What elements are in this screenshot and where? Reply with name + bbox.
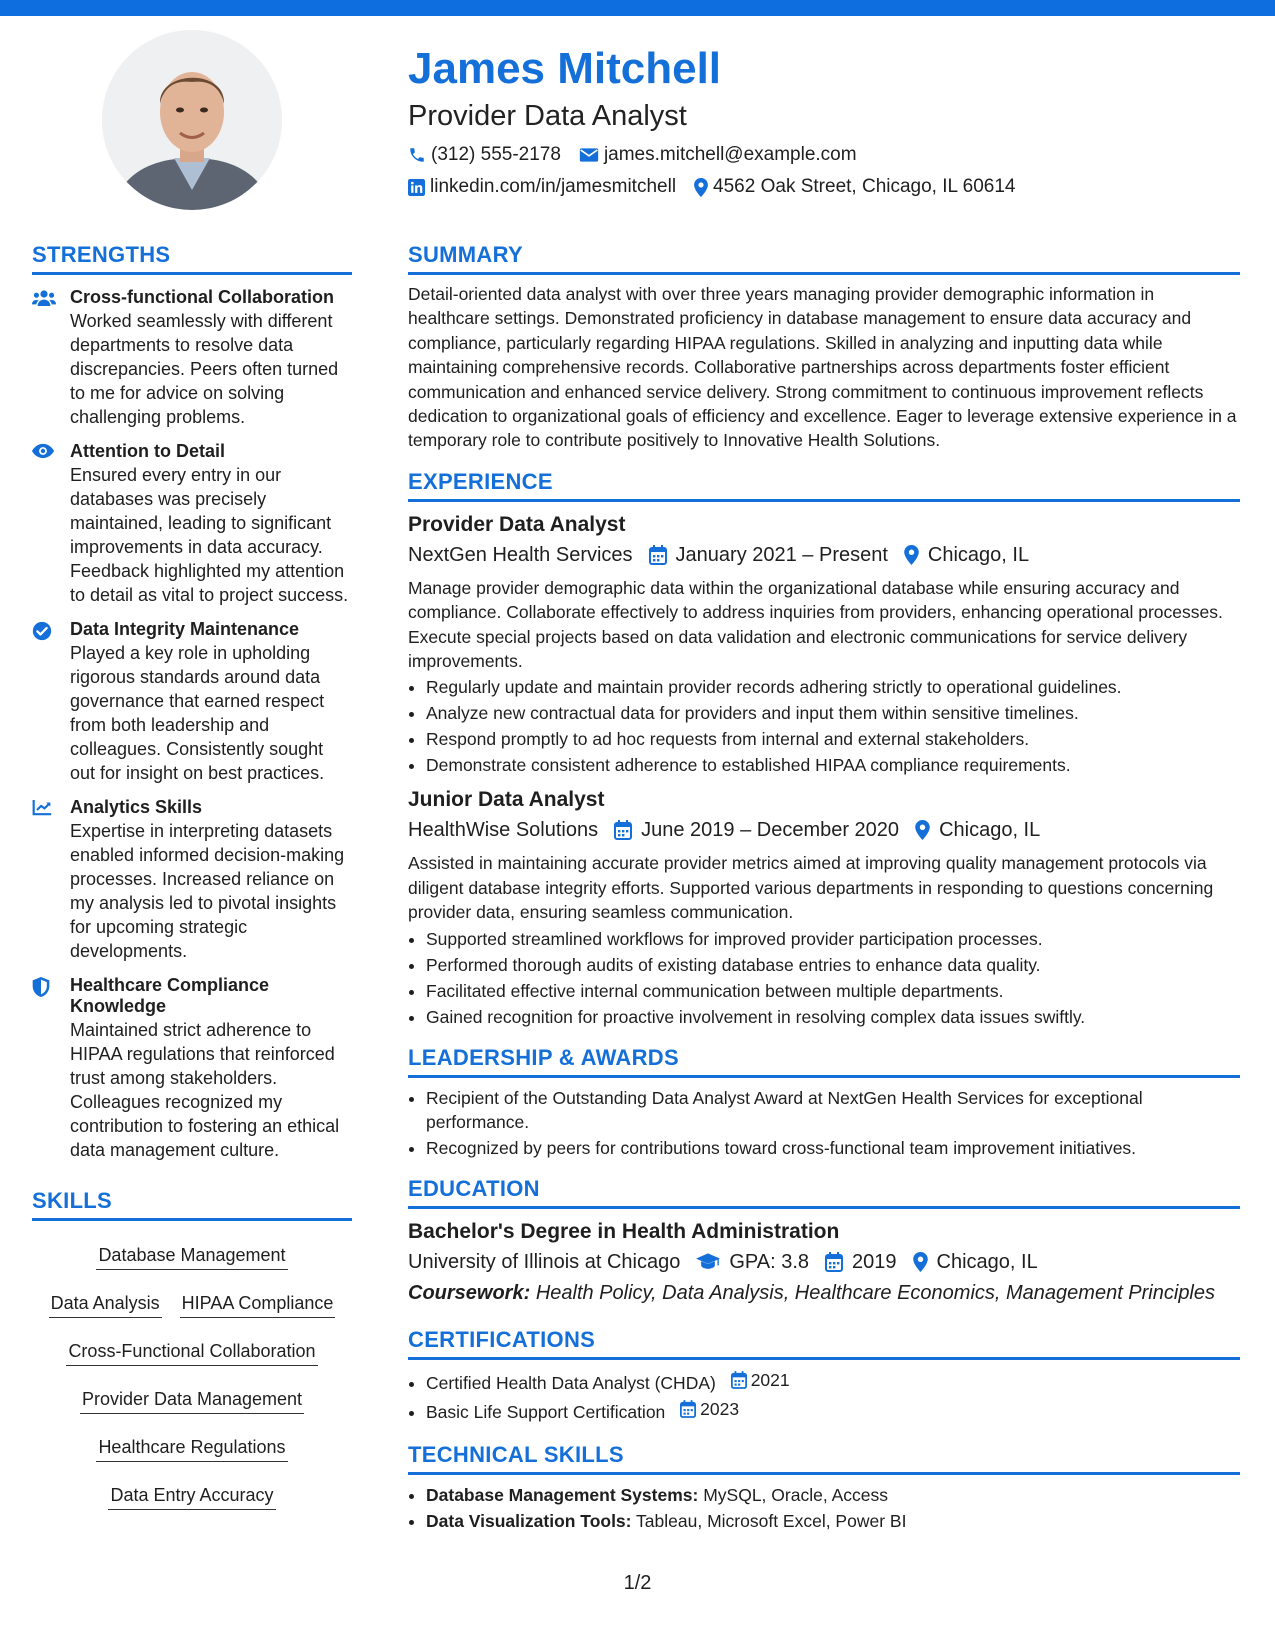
list-item: • Performed thorough audits of existing database entries to enhance data quality. [426,953,1240,977]
resume-header [408,42,1248,202]
job-company: HealthWise Solutions [408,819,599,842]
strength-title: Healthcare Compliance Knowledge [70,975,270,1016]
strength-item [32,619,352,785]
job-dates: June 2019 – December 2020 [641,819,900,842]
job-title: Junior Data Analyst [408,788,605,812]
strengths-heading: STRENGTHS [32,242,352,275]
job-meta [408,816,1240,844]
job-bullets [408,927,1240,1029]
strength-title: Attention to Detail [70,441,225,461]
linkedin-contact[interactable] [408,172,676,202]
strength-item [32,975,352,1162]
list-item: • Recognized by peers for contributions toward cross-functional team improvement initiatives. [426,1136,1240,1160]
calendar-icon [825,1252,843,1272]
coursework-text: Health Policy, Data Analysis, Healthcare Economics, Management Principles [535,1281,1216,1304]
job-title: Provider Data Analyst [408,512,626,536]
job-description: Manage provider demographic data within the organizational database while ensuring accuracy and compliance. Collaborate effectively to address inquiries from providers, enhancing operational processes. Execute special projects based on data validation and electronic communications for service delivery improvements. [408,577,1223,672]
graduation-cap-icon [696,1253,720,1271]
shield-icon [32,977,50,997]
contact-row-1 [408,140,1248,170]
email-contact[interactable] [579,140,857,170]
coursework-line [408,1279,1240,1307]
job-dates: January 2021 – Present [675,543,888,566]
email-text: james.mitchell@example.com [603,144,857,165]
calendar-icon [680,1400,696,1418]
skill-tag: Database Management [96,1240,287,1270]
phone-contact[interactable] [408,140,561,170]
address-text: 4562 Oak Street, Chicago, IL 60614 [713,176,1016,197]
skill-tag: Cross-Functional Collaboration [66,1336,317,1366]
gpa-text: GPA: 3.8 [729,1250,810,1273]
summary-heading: SUMMARY [408,242,1240,275]
skills-list [32,1231,352,1519]
candidate-name: James Mitchell [408,44,722,93]
tech-label: Data Visualization Tools: [426,1510,632,1531]
education-meta [408,1248,1240,1276]
phone-icon [408,146,426,164]
list-item: • Regularly update and maintain provider records adhering strictly to operational guidelines. [426,675,1240,699]
technical-skills-list [408,1483,1240,1533]
address-contact [694,172,1015,202]
candidate-role: Provider Data Analyst [408,100,687,132]
chart-line-icon [32,799,52,816]
strength-item [32,287,352,429]
skill-tag: Provider Data Management [80,1384,304,1414]
strength-text: Ensured every entry in our databases was precisely maintained, leading to significant improvements in data accuracy. Feedback highlighted my attention to detail as vital to project success. [70,465,349,605]
right-column [408,242,1240,1535]
tech-value: Tableau, Microsoft Excel, Power BI [636,1510,907,1531]
skill-tag: Data Analysis [49,1288,162,1318]
job-description: Assisted in maintaining accurate provider metrics aimed at improving quality management protocols via diligent database integrity efforts. Supported various departments in responding to questions concerning provider data, ensuring seamless communication. [408,853,1214,923]
technical-skills-heading: TECHNICAL SKILLS [408,1442,1240,1475]
skill-tag: HIPAA Compliance [180,1288,336,1318]
job-location: Chicago, IL [939,819,1041,842]
linkedin-icon [408,179,425,196]
leadership-list [408,1086,1240,1160]
map-pin-icon [915,820,930,840]
strength-title: Cross-functional Collaboration [70,287,335,307]
list-item [426,1397,1240,1424]
strength-text: Played a key role in upholding rigorous standards around data governance that earned respect from both leadership and colleagues. Consistently sought out for insight on best practices. [70,643,325,783]
school-name: University of Illinois at Chicago [408,1250,681,1273]
leadership-heading: LEADERSHIP & AWARDS [408,1045,1240,1078]
check-circle-icon [32,621,52,641]
calendar-icon [649,545,667,565]
top-accent-bar [0,0,1275,16]
education-heading: EDUCATION [408,1176,1240,1209]
job-location: Chicago, IL [927,543,1030,566]
cert-year: 2023 [700,1398,740,1419]
graduation-year: 2019 [852,1250,897,1273]
phone-text: (312) 555-2178 [431,144,561,165]
portrait-image [102,30,282,210]
strength-title: Data Integrity Maintenance [70,619,300,639]
list-item: • Respond promptly to ad hoc requests from internal and external stakeholders. [426,727,1240,751]
strength-text: Maintained strict adherence to HIPAA regulations that reinforced trust among stakeholders. Colleagues recognized my contribution to fostering an ethical data management culture. [70,1020,340,1160]
list-item: • Analyze new contractual data for providers and input them within sensitive timelines. [426,701,1240,725]
left-column [32,242,352,1519]
job-company: NextGen Health Services [408,543,633,566]
certifications-list [408,1368,1240,1424]
list-item [426,1483,1240,1507]
degree-title: Bachelor's Degree in Health Administration [408,1219,840,1243]
users-icon [32,289,56,307]
strength-text: Worked seamlessly with different departments to resolve data discrepancies. Peers often turned to me for advice on solving challenging problems. [70,311,339,427]
strength-text: Expertise in interpreting datasets enabled informed decision-making processes. Increased reliance on my analysis led to pivotal insights for upcoming strategic developments. [70,821,345,961]
contact-row-2 [408,172,1248,202]
strength-item [32,441,352,607]
map-pin-icon [904,545,919,565]
tech-value: MySQL, Oracle, Access [703,1484,888,1505]
certifications-heading: CERTIFICATIONS [408,1327,1240,1360]
school-location: Chicago, IL [936,1250,1038,1273]
job-meta [408,541,1240,569]
list-item [426,1368,1240,1395]
avatar [102,30,282,210]
list-item: • Gained recognition for proactive involvement in resolving complex data issues swiftly. [426,1005,1240,1029]
job-entry [408,787,1240,1028]
list-item [426,1509,1240,1533]
strength-item [32,797,352,963]
cert-year: 2021 [750,1369,790,1390]
linkedin-text: linkedin.com/in/jamesmitchell [430,176,677,197]
calendar-icon [731,1371,747,1389]
job-bullets [408,675,1240,777]
experience-heading: EXPERIENCE [408,469,1240,502]
list-item: • Supported streamlined workflows for improved provider participation processes. [426,927,1240,951]
skill-tag: Healthcare Regulations [96,1432,287,1462]
eye-icon [32,443,54,459]
list-item: • Facilitated effective internal communication between multiple departments. [426,979,1240,1003]
job-entry [408,512,1240,778]
coursework-label: Coursework: [408,1281,531,1304]
calendar-icon [614,820,632,840]
skills-heading: SKILLS [32,1188,352,1221]
list-item: • Recipient of the Outstanding Data Analyst Award at NextGen Health Services for exceptional performance. [426,1086,1240,1134]
summary-text: Detail-oriented data analyst with over three years managing provider demographic information in healthcare settings. Demonstrated proficiency in database management to ensure data accuracy and compliance, particularly regarding HIPAA regulations. Skilled in analyzing and inputting data while maintaining comprehensive records. Collaborative partnerships across departments foster efficient communication and enhanced service delivery. Strong commitment to continuous improvement reflects dedication to organizational goals of efficiency and excellence. Eager to leverage extensive experience in a temporary role to contribute positively to Innovative Health Solutions. [408,284,1237,451]
envelope-icon [579,147,599,163]
tech-label: Database Management Systems: [426,1484,699,1505]
cert-name: Basic Life Support Certification [426,1401,666,1422]
map-pin-icon [694,178,708,197]
list-item: • Demonstrate consistent adherence to established HIPAA compliance requirements. [426,753,1240,777]
cert-name: Certified Health Data Analyst (CHDA) [426,1372,716,1393]
page-number: 1/2 [623,1572,652,1594]
map-pin-icon [913,1252,928,1272]
skill-tag: Data Entry Accuracy [108,1480,275,1510]
strength-title: Analytics Skills [70,797,203,817]
